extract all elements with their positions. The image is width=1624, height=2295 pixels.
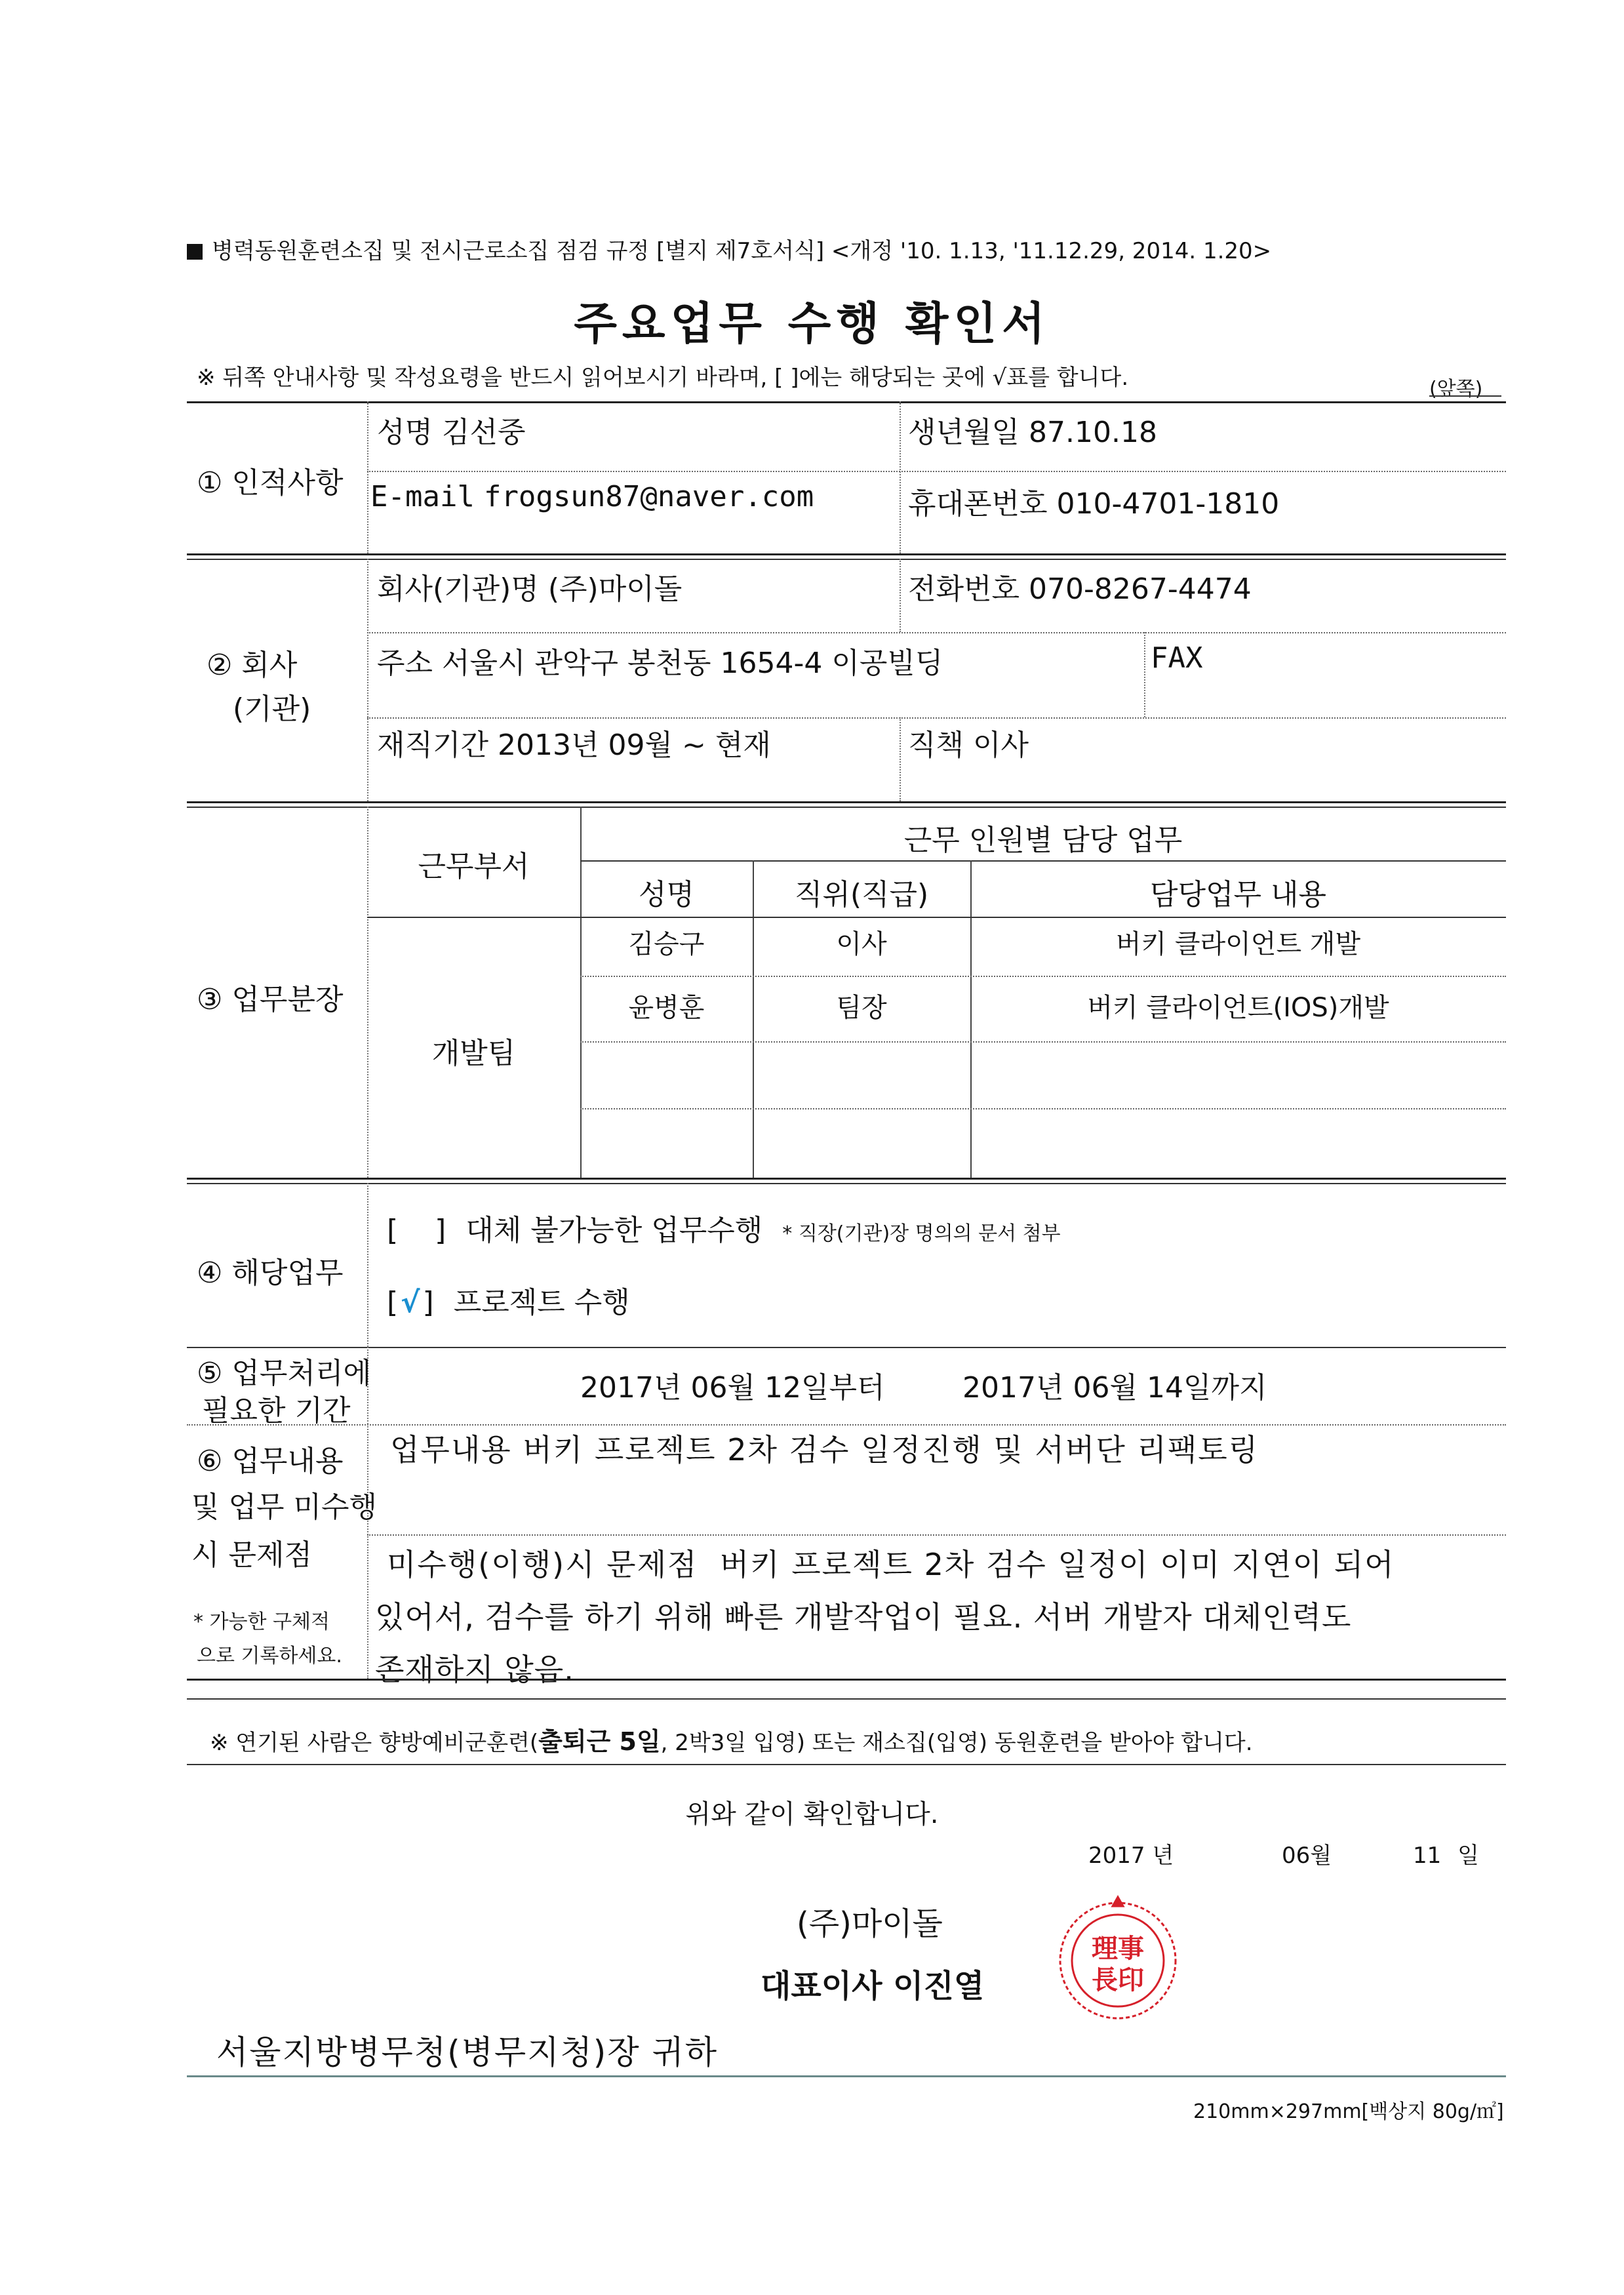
company-value: (주)마이돌: [547, 572, 683, 606]
option-irreplaceable[interactable]: [387, 1207, 1061, 1248]
company-seal-stamp: [1052, 1892, 1183, 2029]
signer-ceo: 대표이사 이진열: [761, 1968, 985, 2005]
s6-bottom-border: [187, 1679, 1506, 1681]
col-task-header: 담당업무 내용: [1149, 878, 1326, 911]
row2-rank: 팀장: [836, 993, 887, 1023]
s5-label-line2: 필요한 기간: [202, 1394, 351, 1427]
period-label: 재직기간: [377, 728, 489, 762]
confirm-text: 위와 같이 확인합니다.: [685, 1799, 939, 1829]
checkbox-bracket-right: ]: [422, 1286, 434, 1319]
seal-glyph-bottom: 長印: [1092, 1965, 1144, 1995]
row2-line: [580, 1041, 1506, 1043]
option-irreplaceable-label: 대체 불가능한 업무수행: [465, 1214, 763, 1247]
name-field: [377, 409, 526, 450]
paper-spec-footer: 210mm×297mm[백상지 80g/㎡]: [1193, 2100, 1504, 2123]
seal-top-ornament: [1113, 1897, 1123, 1906]
date-year: [1088, 1837, 1174, 1869]
page-side-label: (앞쪽): [1429, 378, 1483, 401]
instruction-text: ※ 뒤쪽 안내사항 및 작성요령을 반드시 읽어보시기 바라며, [ ]에는 해당되는 곳에 √표를 합니다.: [197, 365, 1129, 391]
s6-label-line1: ⑥ 업무내용: [197, 1445, 344, 1478]
s3-bottom-border: [187, 1178, 1506, 1180]
notice-post: , 2박3일 입영) 또는 재소집(입영) 동원훈련을 받아야 합니다.: [660, 1730, 1253, 1756]
dept-value: 개발팀: [431, 1037, 516, 1070]
problem-label: 미수행(이행)시 문제점: [387, 1547, 698, 1582]
s1-mid-divider: [900, 401, 901, 553]
period-field: [377, 721, 771, 763]
address-label: 주소: [377, 647, 433, 680]
s6-label-divider: [367, 1424, 368, 1679]
company-label: 회사(기관)명: [377, 572, 539, 606]
col-rank-header: 직위(직급): [794, 878, 929, 911]
option-project[interactable]: [387, 1279, 630, 1321]
form-reference: [187, 233, 1271, 265]
s2-label-line1: ② 회사: [207, 649, 298, 682]
period-value: 2013년 09월 ~ 현재: [498, 728, 771, 762]
table-top-border: [187, 401, 1506, 403]
row1-task: 버키 클라이언트 개발: [1115, 929, 1361, 959]
address-value: 서울시 관악구 봉천동 1654-4 이공빌딩: [442, 647, 943, 680]
s6-bottom-border-2: [187, 1698, 1506, 1700]
s2-label-line2: (기관): [233, 692, 311, 726]
col-name-header: 성명: [638, 878, 694, 911]
option-project-checkbox[interactable]: [387, 1286, 434, 1319]
task-content-value: 버키 프로젝트 2차 검수 일정진행 및 서버단 리팩토링: [523, 1432, 1259, 1467]
row1-rank: 이사: [836, 929, 887, 959]
s1-bottom-border-double: [187, 559, 1506, 560]
period-from: 2017년 06월 12일부터: [580, 1371, 885, 1405]
s4-bottom-border: [187, 1347, 1506, 1348]
s5-label-line1: ⑤ 업무처리에: [197, 1357, 371, 1390]
signer-company: (주)마이돌: [797, 1906, 943, 1942]
duty-header-line: [580, 860, 1506, 862]
notice-bottom-border: [187, 1764, 1506, 1765]
option-irreplaceable-checkbox[interactable]: [ ]: [387, 1214, 446, 1247]
position-label: 직책: [908, 728, 964, 762]
option-project-label: 프로젝트 수행: [453, 1286, 630, 1319]
phone-value: 010-4701-1810: [1056, 487, 1280, 521]
row1-name: 김승구: [628, 929, 705, 959]
duty-header: 근무 인원별 담당 업무: [903, 824, 1183, 857]
row1-line: [580, 976, 1506, 977]
birth-field: [908, 409, 1157, 450]
date-day-unit: 일: [1457, 1843, 1479, 1869]
date-day-value: 11: [1413, 1843, 1442, 1869]
s2-row2-bottom: [367, 717, 1506, 719]
s2-bottom-border: [187, 801, 1506, 803]
notice-bold: 출퇴근 5일: [538, 1727, 661, 1756]
option-irreplaceable-note: * 직장(기관)장 명의의 문서 첨부: [782, 1222, 1061, 1245]
recipient-text: 서울지방병무청(병무지청)장 귀하: [216, 2033, 719, 2071]
date-month: 06월: [1282, 1843, 1332, 1869]
s3-bottom-border-double: [187, 1183, 1506, 1184]
phone-field: [908, 480, 1279, 522]
name-value: 김선중: [442, 416, 526, 449]
date-year-value: 2017: [1088, 1843, 1145, 1869]
dept-header-line: [367, 917, 580, 918]
task-content-label: 업무내용: [390, 1432, 512, 1467]
phone-label: 휴대폰번호: [908, 487, 1048, 521]
problem-text-1: 버키 프로젝트 2차 검수 일정이 이미 지연이 되어: [719, 1547, 1395, 1582]
position-value: 이사: [973, 728, 1029, 762]
problem-line3: 존재하지 않음.: [375, 1652, 574, 1687]
s4-label: ④ 해당업무: [197, 1256, 344, 1290]
s3-label: ③ 업무분장: [197, 983, 344, 1016]
s5-bottom-border: [187, 1424, 1506, 1426]
s2-row3-divider: [900, 717, 901, 801]
email-value: frogsun87@naver.com: [483, 480, 814, 513]
s1-row-divider: [367, 471, 1506, 472]
email-label: E-mail: [370, 480, 475, 513]
problem-line2: 있어서, 검수를 하기 위해 빠른 개발작업이 필요. 서버 개발자 대체인력도: [375, 1599, 1352, 1635]
email-field: [370, 480, 814, 513]
tel-field: [908, 565, 1252, 607]
recipient-underline: [187, 2075, 1506, 2077]
company-field: [377, 565, 682, 607]
seal-glyph-top: 理事: [1092, 1933, 1144, 1964]
date-day: [1413, 1837, 1479, 1869]
s6-label-line2: 및 업무 미수행: [191, 1490, 377, 1524]
square-bullet-icon: [187, 244, 203, 260]
s1-bottom-border: [187, 553, 1506, 555]
side-underline: [1429, 395, 1501, 397]
birth-value: 87.10.18: [1029, 416, 1157, 449]
s2-label-divider: [367, 559, 368, 801]
dept-header: 근무부서: [418, 850, 530, 883]
s6-note-line2: 으로 기록하세요.: [197, 1645, 342, 1667]
name-label: 성명: [377, 416, 433, 449]
col-header-line: [580, 917, 1506, 918]
tel-value: 070-8267-4474: [1029, 572, 1252, 606]
s4-label-divider: [367, 1183, 368, 1347]
notice-text: [210, 1721, 1253, 1757]
s2-row1-bottom: [367, 632, 1506, 633]
s2-row1-divider: [900, 559, 901, 632]
check-mark-icon: √: [401, 1286, 420, 1319]
document-title: 주요업무 수행 확인서: [574, 298, 1050, 350]
position-field: [908, 721, 1029, 763]
row3-line: [580, 1108, 1506, 1109]
s1-label: ① 인적사항: [197, 466, 344, 500]
s6-label-line3: 시 문제점: [191, 1538, 313, 1572]
s1-label-divider: [367, 401, 368, 553]
task-content: [390, 1426, 1259, 1469]
problem-line1: [387, 1541, 1395, 1584]
notice-pre: ※ 연기된 사람은 향방예비군훈련(: [210, 1730, 539, 1756]
date-year-unit: 년: [1152, 1843, 1174, 1869]
s2-fax-divider: [1144, 632, 1145, 717]
form-reference-text: 병력동원훈련소집 및 전시근로소집 점검 규정 [별지 제7호서식] <개정 '10. 1.13, '11.12.29, 2014. 1.20>: [212, 238, 1272, 264]
s6-note-line1: * 가능한 구체적: [193, 1610, 330, 1633]
row2-name: 윤병훈: [628, 993, 705, 1023]
checkbox-bracket-left: [: [387, 1286, 399, 1319]
period-to: 2017년 06월 14일까지: [962, 1371, 1267, 1405]
birth-label: 생년월일: [908, 416, 1020, 449]
address-field: [377, 639, 943, 681]
s2-bottom-border-double: [187, 807, 1506, 808]
fax-label: FAX: [1151, 641, 1203, 675]
tel-label: 전화번호: [908, 572, 1020, 606]
row2-task: 버키 클라이언트(IOS)개발: [1087, 993, 1389, 1023]
s6-mid-divider: [367, 1534, 1506, 1536]
